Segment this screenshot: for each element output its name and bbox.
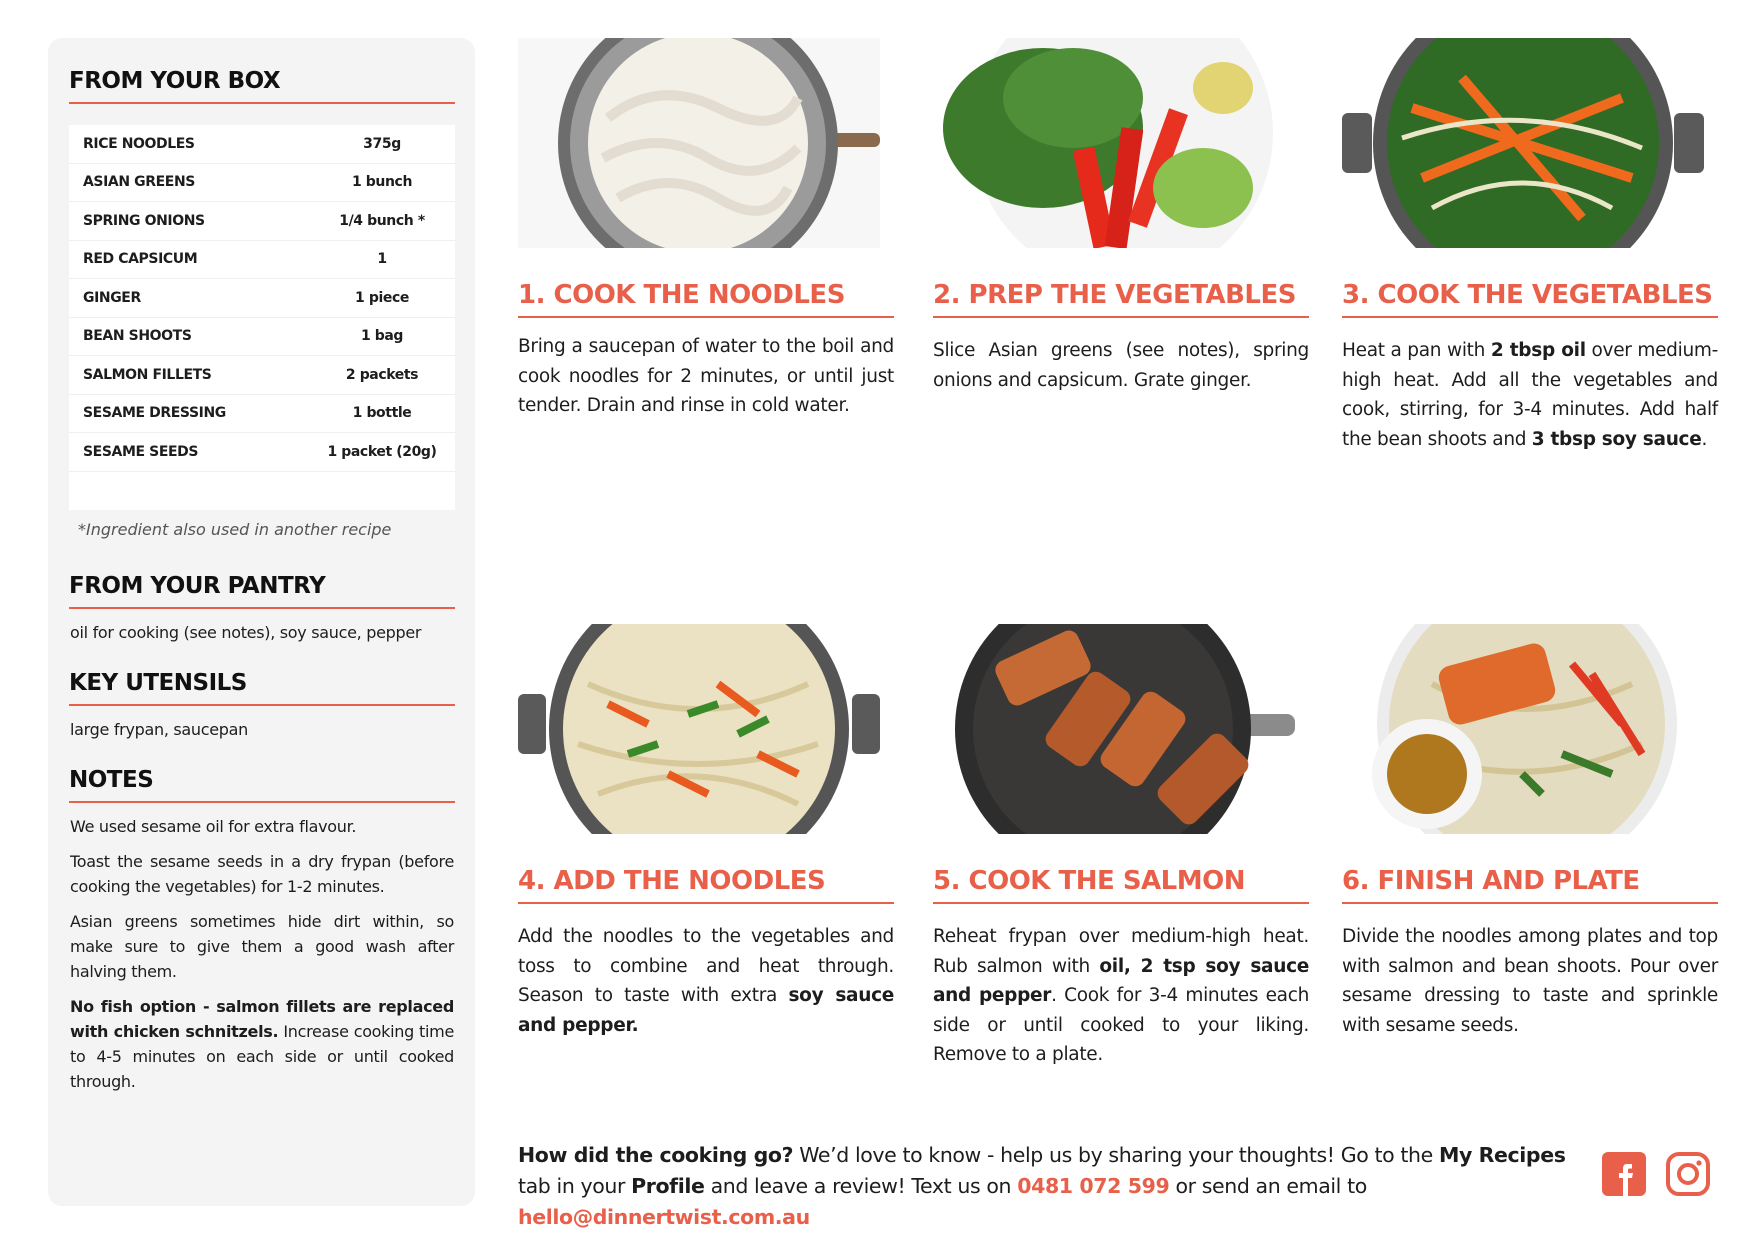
- step-1-title: 1. COOK THE NOODLES: [518, 280, 894, 318]
- step-3-bold-soy: 3 tbsp soy sauce: [1531, 428, 1702, 450]
- email-link[interactable]: hello@dinnertwist.com.au: [518, 1205, 810, 1229]
- ingredient-name: RED CAPSICUM: [83, 251, 198, 268]
- feedback-footer: [518, 1140, 1578, 1233]
- step-3-bold-oil: 2 tbsp oil: [1490, 340, 1586, 361]
- ingredient-row: [69, 395, 455, 434]
- noodles-in-pan-image: [518, 624, 880, 834]
- facebook-icon[interactable]: [1600, 1150, 1648, 1198]
- ingredient-qty: 1 piece: [355, 289, 409, 306]
- cooking-vegetables-pan-image: [1342, 38, 1704, 248]
- ingredient-row: [69, 433, 455, 472]
- noodles-colander-image: [518, 38, 880, 248]
- ingredient-row: [69, 125, 455, 164]
- step-2-text: Slice Asian greens (see notes), spring onions and capsicum. Grate ginger.: [933, 340, 1309, 391]
- ingredient-footnote: *Ingredient also used in another recipe: [78, 520, 392, 539]
- step-3-text-part: Heat a pan with: [1342, 340, 1491, 361]
- ingredient-name: ASIAN GREENS: [83, 174, 195, 191]
- ingredient-name: SESAME SEEDS: [83, 443, 199, 460]
- step-1-text: Bring a saucepan of water to the boil and cook noodles for 2 minutes, or until just tender. Drain and rinse in cold water.: [518, 336, 894, 416]
- step-3-text: [1342, 336, 1718, 454]
- ingredient-row: [69, 202, 455, 241]
- ingredient-name: BEAN SHOOTS: [83, 328, 192, 345]
- instagram-icon[interactable]: [1664, 1150, 1712, 1198]
- step-3-title: 3. COOK THE VEGETABLES: [1342, 280, 1718, 318]
- feedback-question: How did the cooking go?: [518, 1143, 794, 1167]
- finished-plate-image: [1342, 624, 1704, 834]
- note-bold-text: No fish option - salmon fillets are replaced with chicken schnitzels.: [70, 997, 454, 1041]
- ingredient-name: SESAME DRESSING: [83, 405, 226, 422]
- ingredient-row: [69, 318, 455, 357]
- ingredient-name: SPRING ONIONS: [83, 212, 205, 229]
- step-5-title: 5. COOK THE SALMON: [933, 866, 1309, 904]
- step-4-text-part: Add the noodles to the vegetables and toss to combine and heat through. Season to taste with extra: [518, 926, 894, 1006]
- note-text: Increase cooking time to 4-5 minutes on each side or until cooked through.: [70, 1022, 454, 1091]
- ingredient-name: RICE NOODLES: [83, 135, 195, 152]
- footer-text: or send an email to: [1169, 1174, 1367, 1198]
- box-section-title: FROM YOUR BOX: [69, 68, 455, 104]
- step-5-text: [933, 922, 1309, 1070]
- vegetables-plate-image: [933, 38, 1295, 248]
- utensils-section-title: KEY UTENSILS: [69, 670, 455, 706]
- ingredient-qty: 1 bag: [360, 328, 404, 345]
- ingredient-qty: 1/4 bunch *: [339, 212, 425, 229]
- profile-label: Profile: [631, 1174, 705, 1198]
- ingredients-table: [69, 125, 455, 510]
- step-4-title: 4. ADD THE NOODLES: [518, 866, 894, 904]
- step-6-title: 6. FINISH AND PLATE: [1342, 866, 1718, 904]
- phone-number-link[interactable]: 0481 072 599: [1017, 1174, 1170, 1198]
- ingredient-name: GINGER: [83, 289, 141, 306]
- step-3-text-part: .: [1701, 428, 1708, 450]
- my-recipes-label: My Recipes: [1438, 1143, 1566, 1167]
- footer-text: and leave a review! Text us on: [704, 1174, 1018, 1198]
- utensils-text: large frypan, saucepan: [70, 720, 249, 739]
- pantry-section-title: FROM YOUR PANTRY: [69, 573, 455, 609]
- footer-text: tab in your: [518, 1174, 632, 1198]
- note-paragraph: [70, 994, 454, 1094]
- ingredient-row: [69, 356, 455, 395]
- ingredient-qty: 1 bunch: [351, 174, 413, 191]
- step-2-title: 2. PREP THE VEGETABLES: [933, 280, 1309, 318]
- ingredient-name: SALMON FILLETS: [83, 366, 212, 383]
- note-paragraph: We used sesame oil for extra flavour.: [70, 817, 357, 836]
- ingredient-qty: 2 packets: [345, 366, 419, 383]
- notes-section-title: NOTES: [69, 767, 455, 803]
- ingredient-qty: 1: [377, 251, 387, 268]
- notes-body: [70, 814, 454, 1104]
- step-4-bold-seasoning: soy sauce and pepper.: [518, 985, 894, 1036]
- step-3-text-part: over medium-high heat. Add all the vegetables and cook, stirring, for 3-4 minutes. Add half the bean shoots and: [1342, 340, 1718, 450]
- ingredient-qty: 375g: [363, 135, 401, 152]
- step-5-text-part: . Cook for 3-4 minutes each side or until cooked to your liking. Remove to a plate.: [933, 985, 1309, 1065]
- salmon-in-pan-image: [933, 624, 1295, 834]
- ingredients-sidebar: [48, 38, 475, 1206]
- note-paragraph: Toast the sesame seeds in a dry frypan (before cooking the vegetables) for 1-2 minutes.: [70, 852, 454, 896]
- pantry-text: oil for cooking (see notes), soy sauce, pepper: [70, 623, 422, 642]
- step-4-text: [518, 922, 894, 1040]
- ingredient-qty: 1 bottle: [352, 405, 412, 422]
- step-5-text-part: Reheat frypan over medium-high heat. Rub salmon with: [933, 926, 1309, 977]
- ingredient-row: [69, 241, 455, 280]
- ingredient-row: [69, 164, 455, 203]
- note-paragraph: Asian greens sometimes hide dirt within, so make sure to give them a good wash after halving them.: [70, 912, 454, 981]
- footer-text: We’d love to know - help us by sharing your thoughts! Go to the: [793, 1143, 1439, 1167]
- ingredient-qty: 1 packet (20g): [327, 443, 437, 460]
- step-5-bold-ingredients: oil, 2 tsp soy sauce and pepper: [933, 955, 1309, 1006]
- ingredient-row: [69, 279, 455, 318]
- step-6-text: Divide the noodles among plates and top with salmon and bean shoots. Pour over sesame dressing to taste and sprinkle with sesame seeds.: [1342, 926, 1718, 1036]
